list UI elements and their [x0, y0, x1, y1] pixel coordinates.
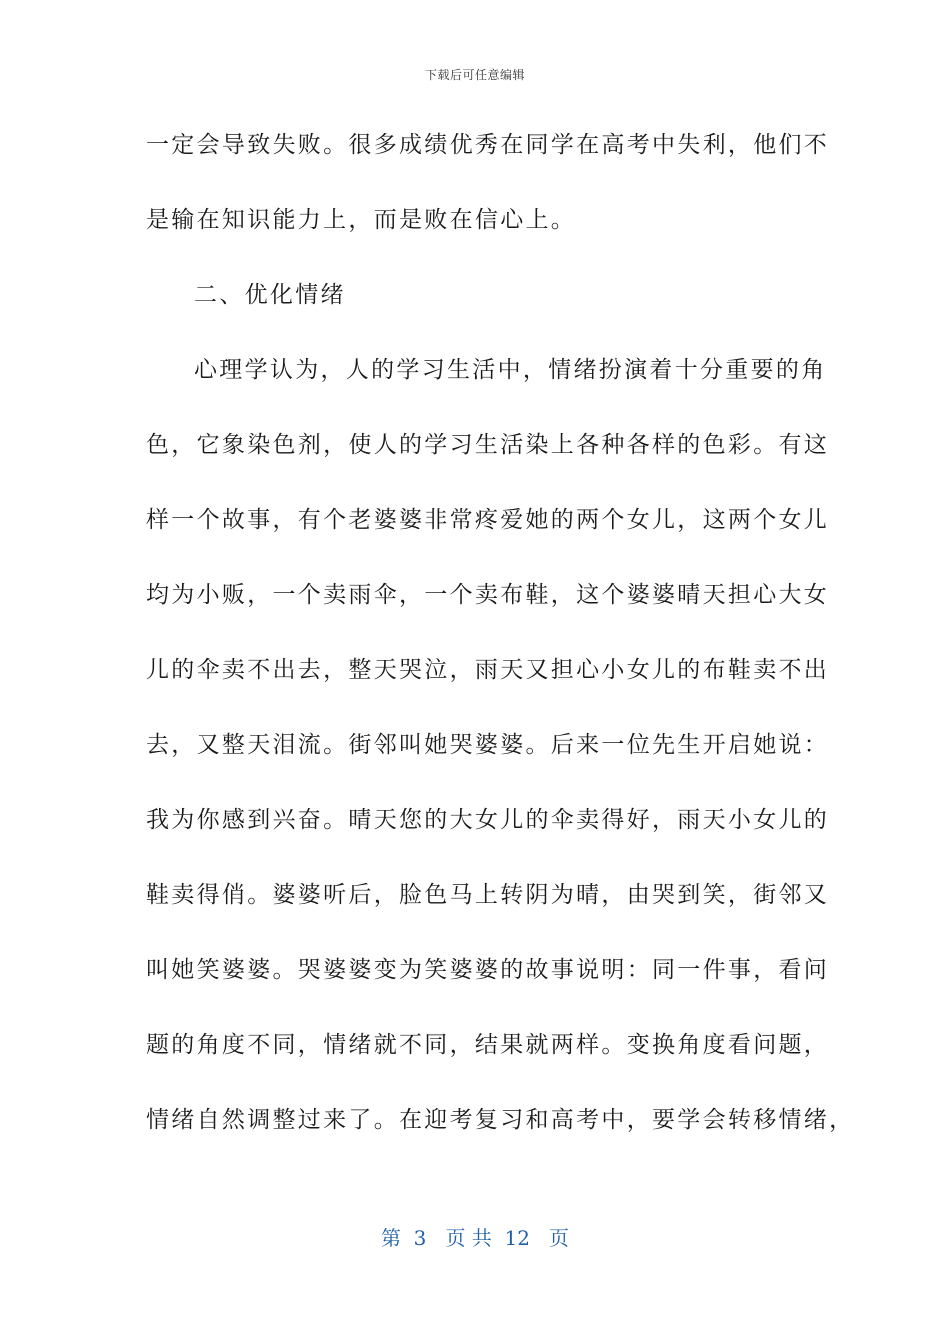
text-line: 色，它象染色剂，使人的学习生活染上各种各样的色彩。有这 [146, 432, 830, 458]
text-line: 儿的伞卖不出去，整天哭泣，雨天又担心小女儿的布鞋卖不出 [146, 657, 830, 683]
paragraph-first-line: 心理学认为，人的学习生活中，情绪扮演着十分重要的角 [194, 357, 827, 383]
text-line: 情绪自然调整过来了。在迎考复习和高考中，要学会转移情绪， [146, 1107, 855, 1133]
text-line: 是输在知识能力上，而是败在信心上。 [146, 207, 577, 233]
text-line: 叫她笑婆婆。哭婆婆变为笑婆婆的故事说明：同一件事，看问 [146, 957, 830, 983]
text-line: 去，又整天泪流。街邻叫她哭婆婆。后来一位先生开启她说： [146, 732, 830, 758]
page-number: 第 3 页 共 12 页 [380, 1226, 570, 1250]
section-heading: 二、优化情绪 [194, 282, 346, 308]
text-line: 鞋卖得俏。婆婆听后，脸色马上转阴为晴，由哭到笑，街邻又 [146, 882, 830, 908]
text-line: 均为小贩，一个卖雨伞，一个卖布鞋，这个婆婆晴天担心大女 [146, 582, 830, 608]
text-line: 一定会导致失败。很多成绩优秀在同学在高考中失利，他们不 [146, 132, 830, 158]
header-note: 下载后可任意编辑 [424, 68, 525, 82]
text-line: 样一个故事，有个老婆婆非常疼爱她的两个女儿，这两个女儿 [146, 507, 830, 533]
text-line: 题的角度不同，情绪就不同，结果就两样。变换角度看问题， [146, 1032, 830, 1058]
document-body [146, 123, 855, 1173]
text-line: 我为你感到兴奋。晴天您的大女儿的伞卖得好，雨天小女儿的 [146, 807, 830, 833]
